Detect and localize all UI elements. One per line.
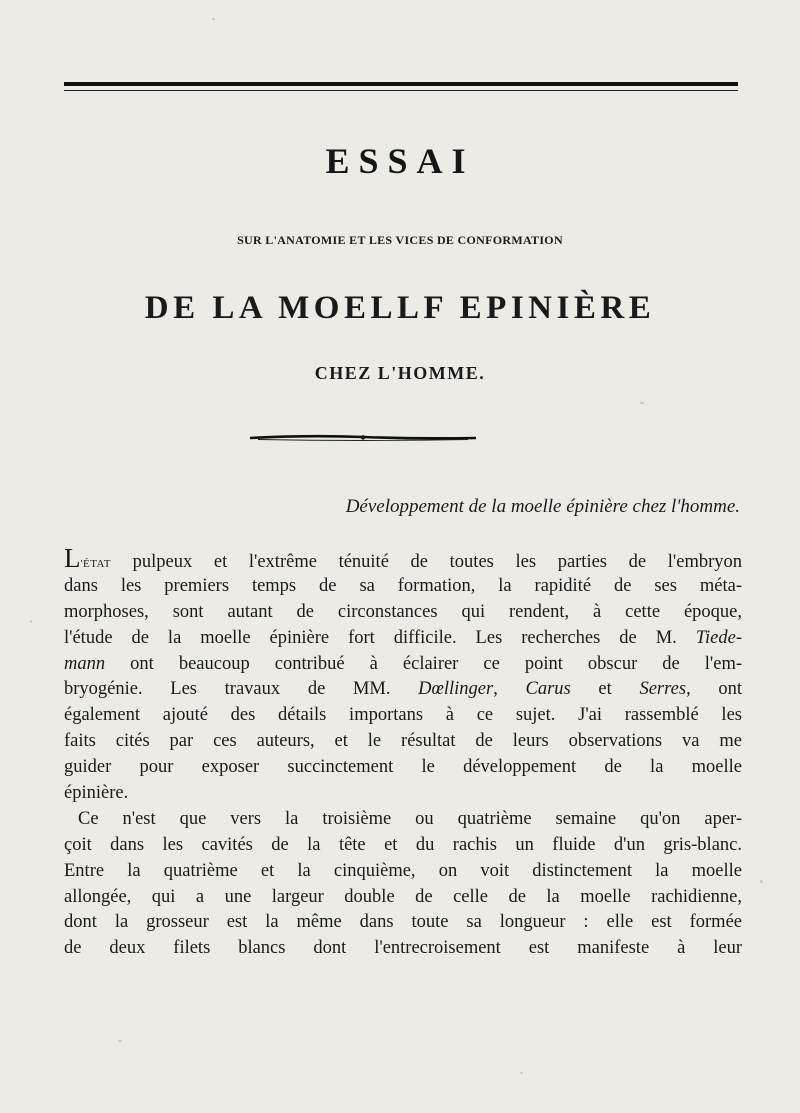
author-name: Carus bbox=[525, 679, 571, 700]
text-line bbox=[64, 677, 742, 703]
text-line: Ce n'est que vers la troisième ou quatrième semaine qu'on aper- bbox=[78, 808, 742, 829]
body-text bbox=[64, 543, 743, 962]
author-name: Tiede- bbox=[695, 627, 742, 648]
main-title: DE LA MOELLF EPINIÈRE bbox=[144, 290, 656, 326]
header-rule-thin bbox=[64, 90, 738, 91]
paper-speck bbox=[520, 1072, 523, 1074]
small-caps-word: 'ÉTAT bbox=[80, 558, 111, 570]
line-text: pulpeux et l'extrême ténuité de toutes les parties de l'embryon bbox=[110, 552, 742, 572]
text-line: allongée, qui a une largeur double de celle de la moelle rachidienne, bbox=[64, 886, 742, 907]
paper-speck bbox=[640, 402, 644, 404]
text-line: Entre la quatrième et la cinquième, on voit distinctement la moelle bbox=[64, 860, 742, 881]
text-line bbox=[64, 543, 742, 574]
text-line: çoit dans les cavités de la tête et du rachis un fluide d'un gris-blanc. bbox=[64, 834, 742, 855]
paper-speck bbox=[760, 880, 763, 883]
author-name: mann bbox=[64, 653, 106, 674]
line-text: , ont bbox=[686, 679, 743, 700]
author-name: Serres bbox=[639, 679, 687, 700]
line-text: ont beaucoup contribué à éclairer ce point obscur de l'em- bbox=[105, 653, 742, 674]
text-line: dans les premiers temps de sa formation, la rapidité de ses méta- bbox=[64, 575, 742, 596]
text-line: faits cités par ces auteurs, et le résultat de leurs observations va me bbox=[64, 731, 742, 752]
text-line bbox=[64, 652, 742, 678]
paper-speck bbox=[212, 18, 215, 20]
essay-title: ESSAI bbox=[325, 141, 475, 181]
line-text: , bbox=[493, 679, 526, 700]
author-name: Dœllinger bbox=[418, 679, 494, 700]
text-line: guider pour exposer succinctement le développement de la moelle bbox=[64, 757, 742, 778]
drop-cap: L bbox=[64, 543, 81, 573]
essay-subtitle: SUR L'ANATOMIE ET LES VICES DE CONFORMATION bbox=[237, 233, 563, 247]
text-line: également ajouté des détails importans à ce sujet. J'ai rassemblé les bbox=[64, 705, 742, 726]
text-line: de deux filets blancs dont l'entrecroisement est manifeste à leur bbox=[64, 938, 742, 959]
line-text: et bbox=[570, 679, 640, 700]
section-heading: Développement de la moelle épinière chez l'homme. bbox=[345, 496, 740, 517]
text-line: morphoses, sont autant de circonstances qui rendent, à cette époque, bbox=[64, 601, 742, 622]
ornamental-rule bbox=[248, 433, 478, 443]
text-line: épinière. bbox=[64, 783, 129, 804]
paper-speck bbox=[30, 620, 32, 623]
text-line: dont la grosseur est la même dans toute sa longueur : elle est formée bbox=[64, 912, 742, 933]
paper-speck bbox=[118, 1040, 122, 1042]
line-text: bryogénie. Les travaux de MM. bbox=[64, 679, 419, 700]
small-title: CHEZ L'HOMME. bbox=[314, 363, 486, 383]
line-text: l'étude de la moelle épinière fort difficile. Les recherches de M. bbox=[64, 627, 696, 648]
header-rule-thick bbox=[64, 82, 738, 86]
text-line bbox=[64, 626, 742, 652]
